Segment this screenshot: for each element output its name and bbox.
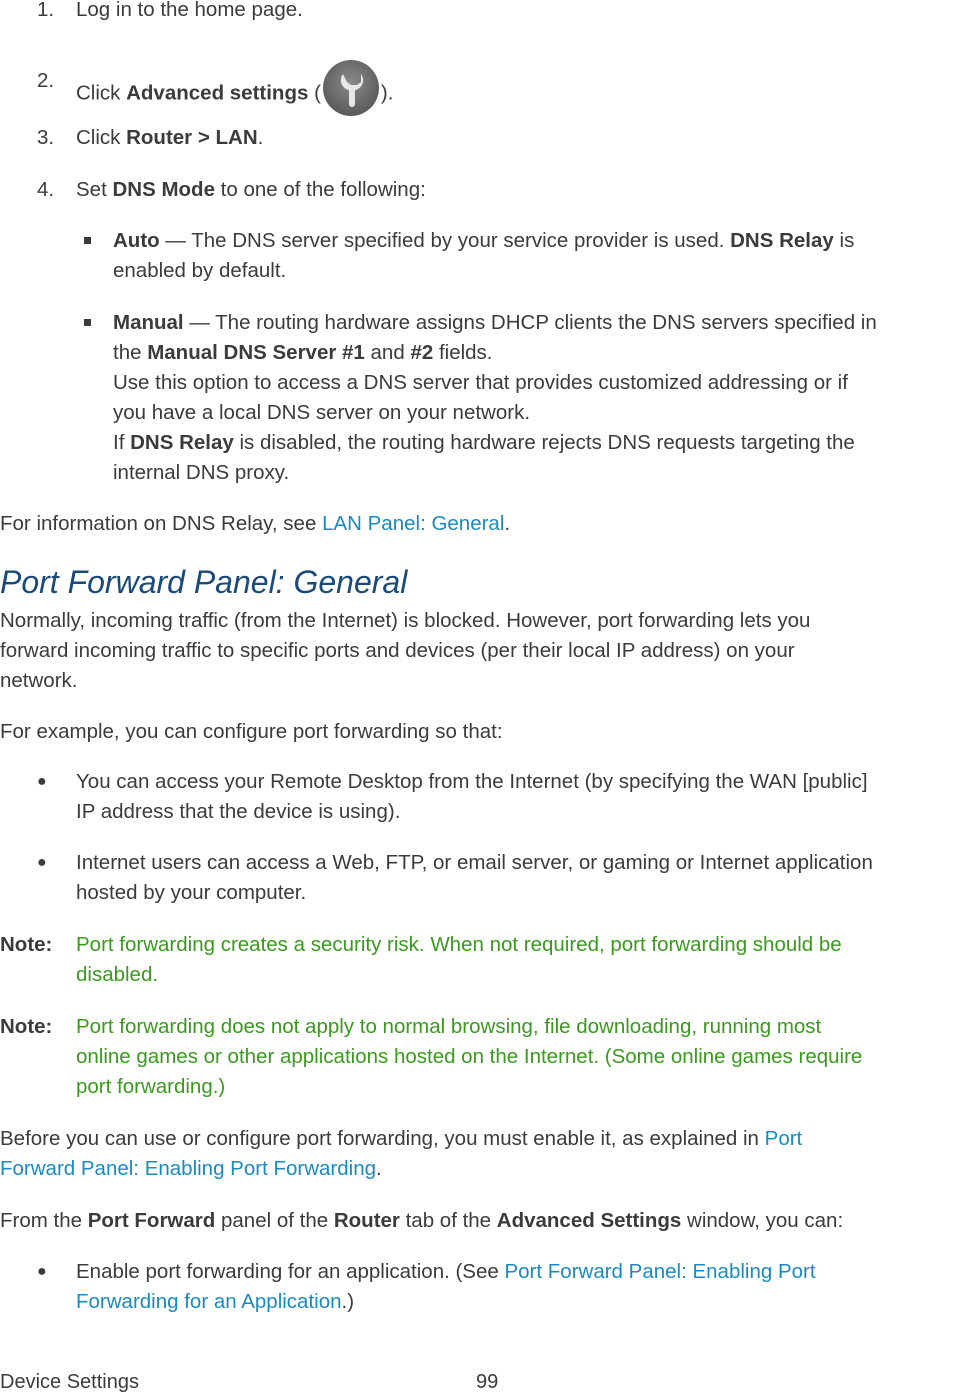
- bullet-2-line2: hosted by your computer.: [76, 881, 307, 904]
- port-forward-app-link[interactable]: Forwarding for an Application: [76, 1290, 342, 1313]
- bullet-1-line2: IP address that the device is using).: [76, 800, 401, 823]
- bullet-dot-icon: ●: [37, 854, 47, 871]
- option-manual-line2: the Manual DNS Server #1 and #2 fields.: [113, 341, 493, 364]
- bullet-dot-icon: ●: [37, 1263, 47, 1280]
- para2: For example, you can configure port forwarding so that:: [0, 720, 503, 743]
- square-bullet-icon: [84, 319, 91, 326]
- step-number: 1.: [37, 0, 55, 21]
- bullet-2-line1: Internet users can access a Web, FTP, or email server, or gaming or Internet application: [76, 851, 873, 874]
- option-auto: Auto — The DNS server specified by your service provider is used. DNS Relay is: [113, 229, 855, 252]
- option-manual-line6: internal DNS proxy.: [113, 461, 290, 484]
- option-auto-line2: enabled by default.: [113, 259, 287, 282]
- footer-section: Device Settings: [0, 1371, 139, 1393]
- para1-line1: Normally, incoming traffic (from the Internet) is blocked. However, port forwarding lets you: [0, 609, 811, 632]
- note-2-line2: online games or other applications hosted on the Internet. (Some online games require: [76, 1045, 863, 1068]
- para4: From the Port Forward panel of the Router tab of the Advanced Settings window, you can:: [0, 1209, 844, 1232]
- para1-line3: network.: [0, 669, 78, 692]
- port-forward-enabling-link[interactable]: Forward Panel: Enabling Port Forwarding: [0, 1157, 377, 1180]
- note-2-line3: port forwarding.): [76, 1075, 226, 1098]
- note-2-line1: Port forwarding does not apply to normal browsing, file downloading, running most: [76, 1015, 822, 1038]
- info-paragraph: For information on DNS Relay, see LAN Panel: General.: [0, 512, 511, 535]
- option-manual: Manual — The routing hardware assigns DHCP clients the DNS servers specified in: [113, 311, 877, 334]
- step-number: 3.: [37, 126, 55, 149]
- step-2: Click Advanced settings ( ).: [76, 66, 393, 122]
- para1-line2: forward incoming traffic to specific ports and devices (per their local IP address) on your: [0, 639, 795, 662]
- option-manual-line3: Use this option to access a DNS server that provides customized addressing or if: [113, 371, 848, 394]
- step-number: 2.: [37, 69, 55, 92]
- option-manual-line5: If DNS Relay is disabled, the routing hardware rejects DNS requests targeting the: [113, 431, 855, 454]
- step-1: Log in to the home page.: [76, 0, 303, 21]
- wrench-icon[interactable]: [323, 60, 379, 116]
- note-label: Note:: [0, 1015, 53, 1038]
- option-manual-line4: you have a local DNS server on your network.: [113, 401, 531, 424]
- port-forward-enabling-link[interactable]: Port: [764, 1127, 803, 1150]
- square-bullet-icon: [84, 237, 91, 244]
- bullet-1-line1: You can access your Remote Desktop from the Internet (by specifying the WAN [public]: [76, 770, 868, 793]
- bullet-3-line1: Enable port forwarding for an application. (See Port Forward Panel: Enabling Port: [76, 1260, 816, 1283]
- step-number: 4.: [37, 178, 55, 201]
- note-1-line1: Port forwarding creates a security risk. When not required, port forwarding should be: [76, 933, 842, 956]
- lan-panel-general-link[interactable]: LAN Panel: General: [322, 512, 505, 535]
- port-forward-app-link[interactable]: Port Forward Panel: Enabling Port: [504, 1260, 816, 1283]
- section-heading: Port Forward Panel: General: [0, 564, 408, 600]
- step-3: Click Router > LAN.: [76, 126, 264, 149]
- note-label: Note:: [0, 933, 53, 956]
- note-1-line2: disabled.: [76, 963, 159, 986]
- page-number: 99: [476, 1371, 499, 1393]
- bullet-3-line2: Forwarding for an Application.): [76, 1290, 355, 1313]
- para3-line2: Forward Panel: Enabling Port Forwarding.: [0, 1157, 382, 1180]
- step-4: Set DNS Mode to one of the following:: [76, 178, 426, 201]
- para3-line1: Before you can use or configure port forwarding, you must enable it, as explained in Port: [0, 1127, 803, 1150]
- bullet-dot-icon: ●: [37, 773, 47, 790]
